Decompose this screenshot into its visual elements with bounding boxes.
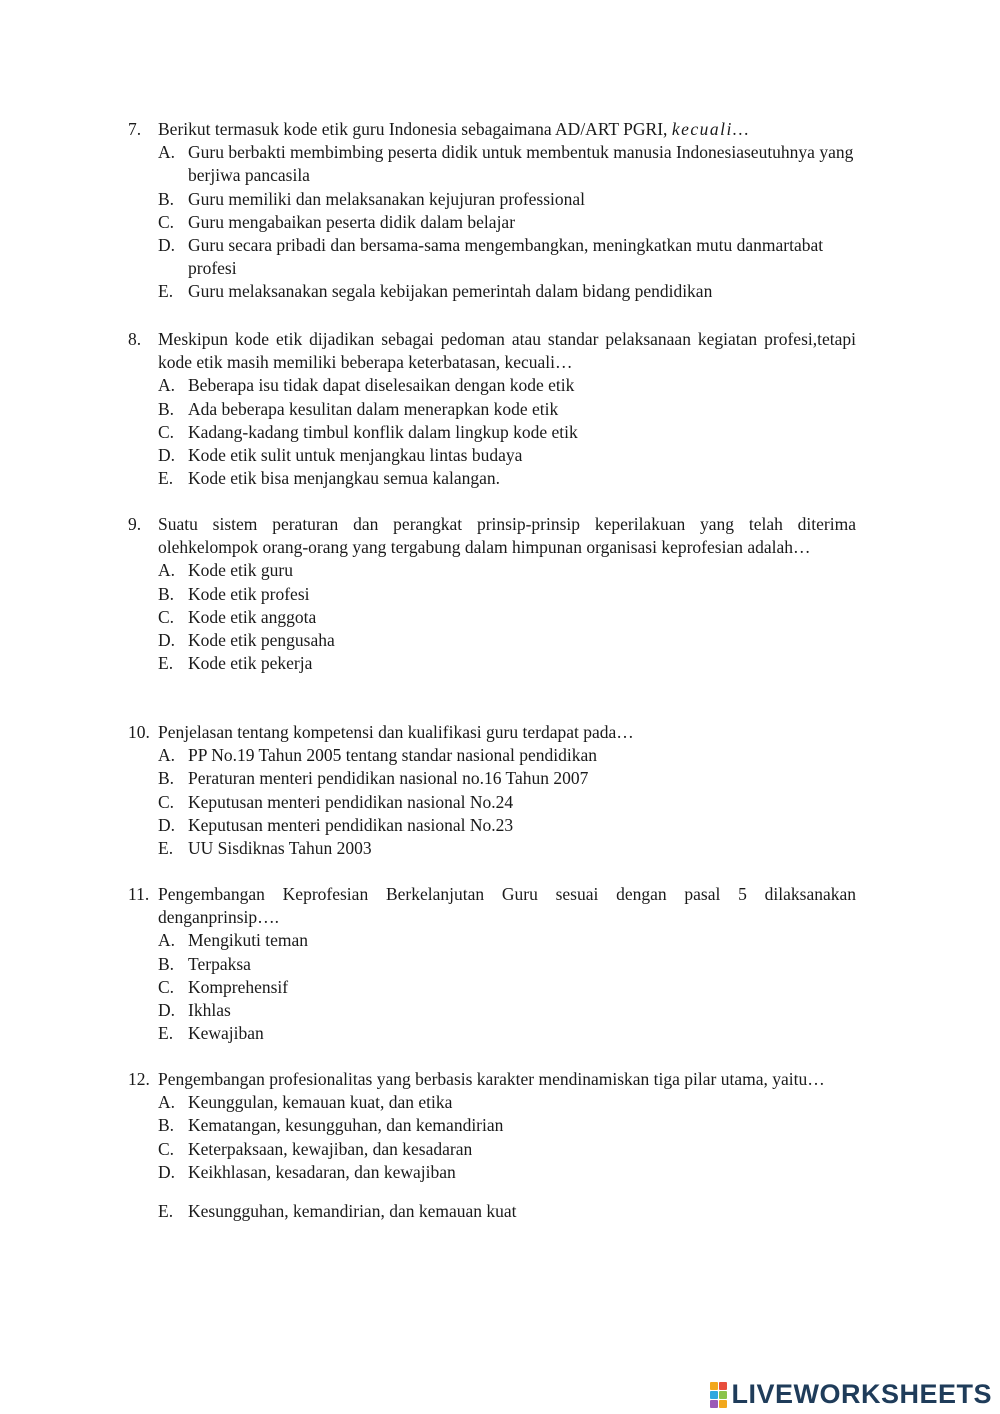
option-letter: E. [158,281,174,302]
question-number: 11. [128,884,150,904]
question-stem [128,883,856,929]
question-number: 12. [128,1069,150,1089]
option-text: Ada beberapa kesulitan dalam menerapkan kode etik [188,398,559,419]
option-b [128,398,856,421]
option-letter: E. [158,468,174,489]
question-number: 9. [128,514,142,534]
question-text: Suatu sistem peraturan dan perangkat prinsip-prinsip keperilakuan yang telah diterima olehkelompok orang-orang yang tergabung dalam himpunan organisasi keprofesian adalah… [158,514,856,558]
option-text: Kewajiban [188,1023,264,1044]
option-letter: E. [158,838,174,859]
option-text: Guru secara pribadi dan bersama-sama mengembangkan, meningkatkan mutu danmartabat profesi [188,235,824,279]
option-letter: C. [158,606,175,627]
option-a [128,929,856,952]
question-8 [128,328,856,490]
option-letter: D. [158,235,176,256]
option-text: Kadang-kadang timbul konflik dalam lingkup kode etik [188,421,578,442]
option-e [128,837,856,860]
option-letter: D. [158,814,176,835]
option-text: Kode etik pengusaha [188,630,335,651]
option-b [128,1114,856,1137]
option-c [128,791,856,814]
question-stem [128,721,856,744]
option-text: Keputusan menteri pendidikan nasional No.24 [188,791,514,812]
option-letter: C. [158,421,175,442]
option-text: Guru mengabaikan peserta didik dalam belajar [188,211,516,232]
question-stem [128,513,856,559]
option-text: Keputusan menteri pendidikan nasional No.23 [188,814,514,835]
option-a [128,374,856,397]
option-letter: D. [158,1161,176,1182]
option-text: Keikhlasan, kesadaran, dan kewajiban [188,1161,456,1182]
question-7 [128,118,856,304]
question-9 [128,513,856,675]
option-letter: A. [158,745,176,766]
option-text: PP No.19 Tahun 2005 tentang standar nasional pendidikan [188,745,597,766]
option-letter: B. [158,398,175,419]
option-c [128,976,856,999]
question-text: Pengembangan Keprofesian Berkelanjutan Guru sesuai dengan pasal 5 dilaksanakan denganprinsip…. [158,884,856,928]
option-b [128,188,856,211]
option-letter: D. [158,1000,176,1021]
option-text: Kode etik bisa menjangkau semua kalangan. [188,468,500,489]
option-text: Peraturan menteri pendidikan nasional no.16 Tahun 2007 [188,768,589,789]
option-letter: E. [158,1023,174,1044]
option-text: Komprehensif [188,976,289,997]
option-d [128,234,856,280]
option-letter: A. [158,142,176,163]
option-d [128,814,856,837]
option-text: Ikhlas [188,1000,231,1021]
option-letter: B. [158,953,175,974]
option-c [128,606,856,629]
option-text: Keterpaksaan, kewajiban, dan kesadaran [188,1138,473,1159]
option-e [128,280,856,303]
option-letter: A. [158,560,176,581]
question-text: Penjelasan tentang kompetensi dan kualifikasi guru terdapat pada… [158,722,634,742]
option-letter: D. [158,445,176,466]
option-d [128,999,856,1022]
option-letter: B. [158,188,175,209]
option-d [128,444,856,467]
option-text: Kode etik sulit untuk menjangkau lintas budaya [188,445,523,466]
option-c [128,211,856,234]
question-stem [128,328,856,374]
option-e [128,467,856,490]
option-text: Kode etik profesi [188,583,310,604]
option-e [128,652,856,675]
option-a [128,744,856,767]
option-letter: E. [158,1201,174,1222]
option-c [128,421,856,444]
option-letter: E. [158,653,174,674]
option-d [128,629,856,652]
option-letter: D. [158,630,176,651]
option-text: Beberapa isu tidak dapat diselesaikan dengan kode etik [188,375,575,396]
question-text: Pengembangan profesionalitas yang berbasis karakter mendinamiskan tiga pilar utama, yaitu… [158,1069,825,1089]
option-c [128,1138,856,1161]
option-e [128,1022,856,1045]
option-letter: A. [158,1092,176,1113]
liveworksheets-logo [710,1379,992,1410]
option-letter: C. [158,791,175,812]
option-letter: C. [158,1138,175,1159]
option-text: Guru berbakti membimbing peserta didik untuk membentuk manusia Indonesiaseutuhnya yang berjiwa pancasila [188,142,854,186]
question-text [158,119,750,139]
option-text: Terpaksa [188,953,251,974]
question-number: 8. [128,329,142,349]
option-b [128,583,856,606]
question-12 [128,1068,856,1223]
option-letter: C. [158,976,175,997]
question-text-emphasis: kecuali… [671,119,750,139]
option-text: UU Sisdiknas Tahun 2003 [188,838,372,859]
option-letter: B. [158,768,175,789]
option-d [128,1161,856,1184]
option-letter: B. [158,583,175,604]
option-text: Kematangan, kesungguhan, dan kemandirian [188,1115,504,1136]
question-text-main: Berikut termasuk kode etik guru Indonesia sebagaimana AD/ART PGRI, [158,119,672,139]
option-text: Kode etik anggota [188,606,317,627]
logo-text: LIVEWORKSHEETS [731,1379,992,1409]
option-text: Keunggulan, kemauan kuat, dan etika [188,1092,453,1113]
option-text: Mengikuti teman [188,930,309,951]
option-text: Guru memiliki dan melaksanakan kejujuran professional [188,188,586,209]
question-11 [128,883,856,1045]
option-letter: A. [158,375,176,396]
question-10 [128,721,856,860]
question-number: 7. [128,119,142,139]
option-a [128,559,856,582]
option-text: Kode etik pekerja [188,653,313,674]
option-e [128,1200,856,1223]
option-letter: C. [158,211,175,232]
option-a [128,1091,856,1114]
question-text: Meskipun kode etik dijadikan sebagai pedoman atau standar pelaksanaan kegiatan profesi,tetapi kode etik masih memiliki beberapa keterbatasan, kecuali… [158,329,856,373]
option-a [128,141,856,187]
liveworksheets-logo-icon [710,1382,727,1408]
option-letter: B. [158,1115,175,1136]
option-text: Kesungguhan, kemandirian, dan kemauan kuat [188,1201,517,1222]
option-b [128,767,856,790]
option-text: Kode etik guru [188,560,293,581]
option-b [128,953,856,976]
option-letter: A. [158,930,176,951]
question-stem [128,1068,856,1091]
option-text: Guru melaksanakan segala kebijakan pemerintah dalam bidang pendidikan [188,281,713,302]
question-stem [128,118,856,141]
question-number: 10. [128,722,150,742]
